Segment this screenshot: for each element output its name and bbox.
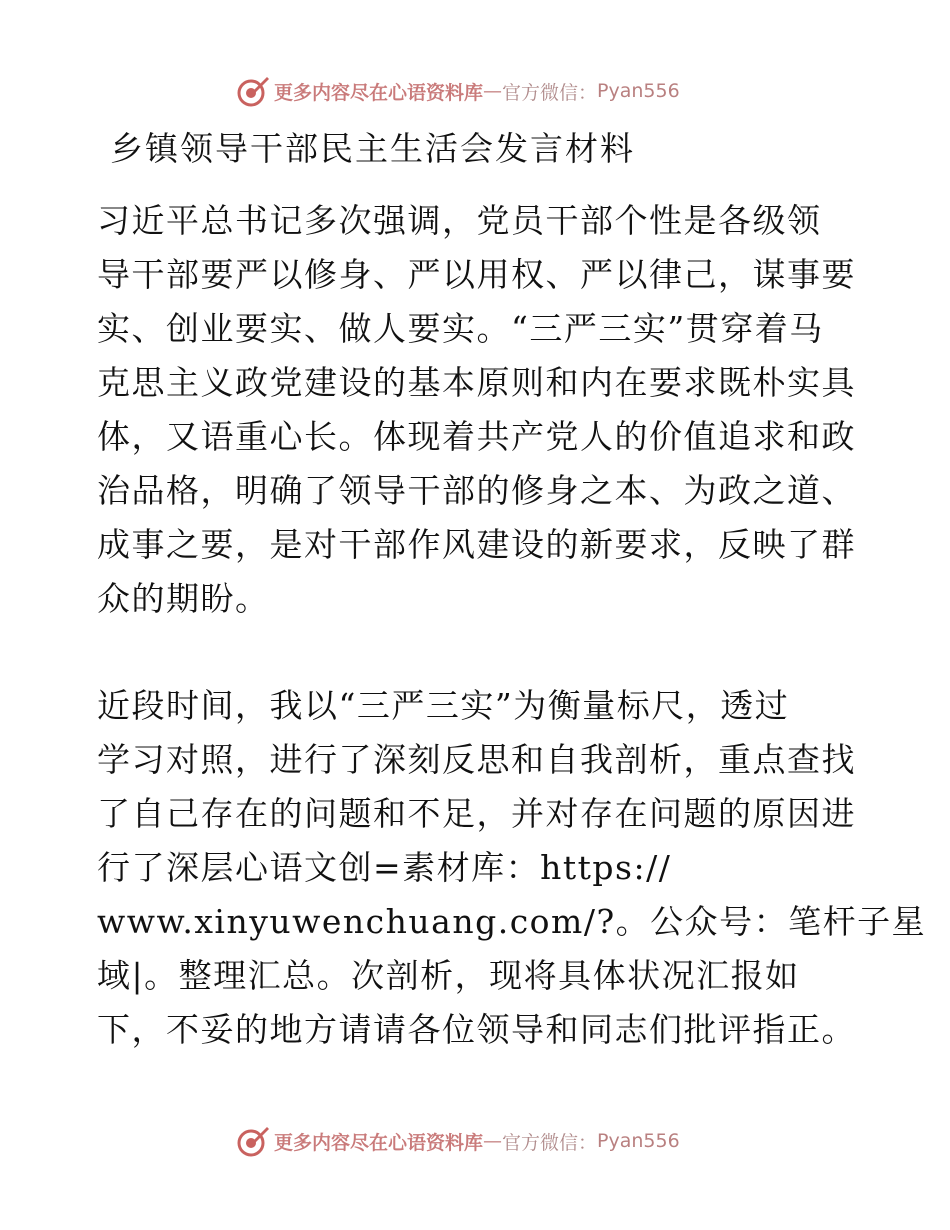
- text-line: 体，又语重心长。体现着共产党人的价值追求和政: [97, 417, 856, 456]
- text-line: 成事之要，是对干部作风建设的新要求，反映了群: [97, 525, 856, 564]
- watermark-dash: —: [483, 80, 503, 102]
- text-line: 克思主义政党建设的基本原则和内在要求既朴实具: [97, 363, 856, 402]
- text-line: 行了深层心语文创=素材库：https://: [97, 848, 672, 887]
- text-line: 众的期盼。: [97, 579, 270, 618]
- document-title: 乡镇领导干部民主生活会发言材料: [110, 129, 635, 168]
- watermark-main-text: 更多内容尽在心语资料库: [274, 1131, 484, 1154]
- text-line: 域|。整理汇总。次剖析，现将具体状况汇报如: [97, 956, 800, 995]
- text-line: 学习对照，进行了深刻反思和自我剖析，重点查找: [97, 740, 856, 779]
- watermark-label: 官方微信：: [502, 81, 598, 104]
- text-line: www.xinyuwenchuang.com/?。公众号：笔杆子星: [97, 902, 927, 941]
- footer-watermark: [236, 1124, 736, 1158]
- paragraph-1: [97, 194, 857, 626]
- text-line: 习近平总书记多次强调，党员干部个性是各级领: [97, 201, 822, 240]
- text-line: 下，不妥的地方请请各位领导和同志们批评指正。: [97, 1010, 856, 1049]
- header-watermark: [236, 74, 736, 108]
- watermark-label: 官方微信：: [502, 1131, 598, 1154]
- pen-logo-icon: [236, 1124, 270, 1158]
- text-line: 导干部要严以修身、严以用权、严以律己，谋事要: [97, 255, 856, 294]
- watermark-main-text: 更多内容尽在心语资料库: [274, 81, 484, 104]
- text-line: 治品格，明确了领导干部的修身之本、为政之道、: [97, 471, 856, 510]
- text-line: 了自己存在的问题和不足，并对存在问题的原因进: [97, 794, 856, 833]
- pen-logo-icon: [236, 74, 270, 108]
- watermark-dash: —: [483, 1130, 503, 1152]
- watermark-id: Pyan556: [597, 1130, 680, 1152]
- text-line: 实、创业要实、做人要实。“三严三实”贯穿着马: [97, 309, 824, 348]
- watermark-id: Pyan556: [597, 80, 680, 102]
- paragraph-2: [97, 679, 927, 1057]
- text-line: 近段时间，我以“三严三实”为衡量标尺，透过: [97, 686, 790, 725]
